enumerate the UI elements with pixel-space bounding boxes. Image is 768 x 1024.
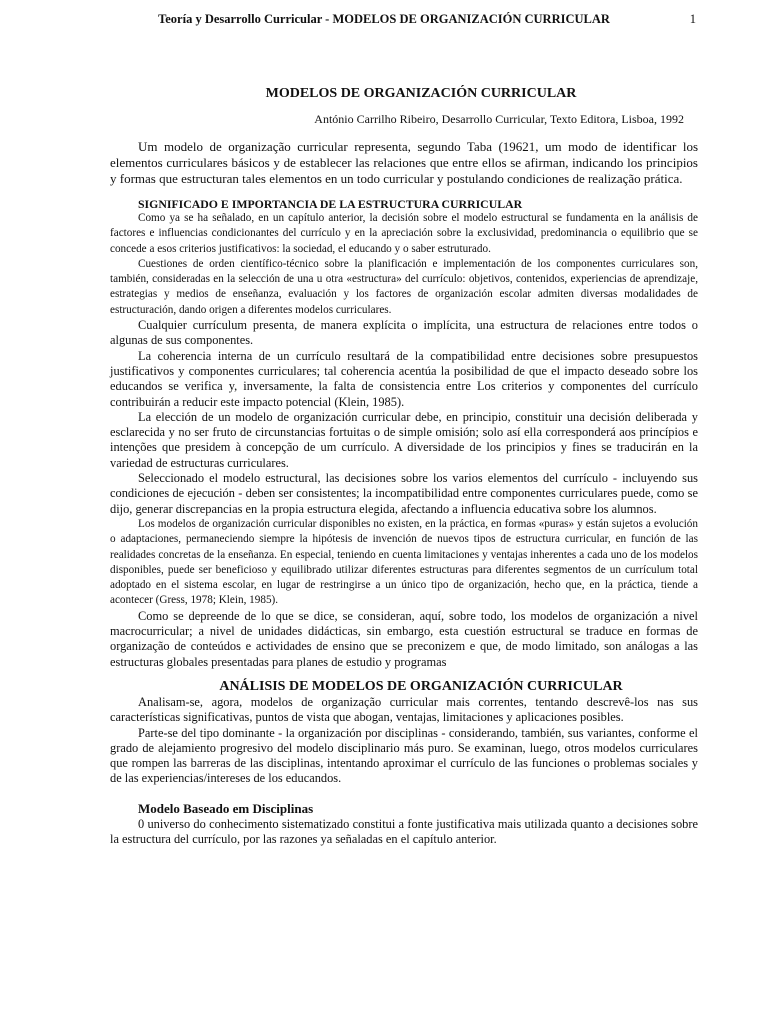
paragraph: Como se depreende de lo que se dice, se consideran, aquí, sobre todo, los modelos de organización a nivel macrocurricular; a nivel de unidades didácticas, sin embargo, esta cuestión estructural se traduce en formas de organização de conteúdos e actividades de ensino que se preconizem e que, de modo limitado, son análogas a las estructuras globales presentadas para planes de estudio y programas — [110, 608, 698, 669]
document-body — [110, 86, 698, 847]
page-number: 1 — [689, 12, 696, 26]
subsection-heading-disciplinas: Modelo Baseado em Disciplinas — [138, 800, 314, 816]
paragraph: Cualquier currículum presenta, de manera explícita o implícita, una estructura de relaciones entre todos o algunas de sus componentes. — [110, 318, 698, 348]
section-heading-significado: SIGNIFICADO E IMPORTANCIA DE LA ESTRUCTURA CURRICULAR — [138, 197, 523, 211]
paragraph: La coherencia interna de un currículo resultará de la compatibilidad entre decisiones sobre presupuestos justificativos y componentes curriculares; tal coherencia acentúa la posibilidad de que el impacto deseado sobre los educandos se verifica y, inversamente, la falta de consistencia entre Los criterios y componentes del currículo contribuirán a reducir este impacto potencial (Klein, 1985). — [110, 348, 698, 409]
intro-paragraph: Um modelo de organização curricular representa, segundo Taba (19621, um modo de identificar los elementos curriculares básicos y de establecer las relaciones que entre ellos se afirman, indicando los principios y formas que estructuran tales elementos en un todo curricular y postulando condiciones de realização prática. — [110, 139, 698, 186]
section-heading-analisis: ANÁLISIS DE MODELOS DE ORGANIZACIÓN CURRICULAR — [219, 678, 623, 694]
paragraph: Cuestiones de orden científico-técnico sobre la planificación e implementación de los componentes curriculares son, también, consideradas en la selección de una u otra «estructura» del currículo: objetivos, contenidos, experiencias de aprendizaje, estrategias y medios de enseñanza, evaluación y los factores de organización escolar admiten diversas modalidades de estructuración, dando origen a diferentes modelos curriculares. — [110, 257, 698, 316]
paragraph: La elección de un modelo de organización curricular debe, en principio, constituir una decisión deliberada y esclarecida y no ser fruto de circunstancias fortuitas o de simple omisión; solo así ella corresponderá aos princípios e intenções que presidem à concepção de um currículo. A diversidade de los principios y fines se traducirán en la variedad de estructuras curriculares. — [110, 409, 698, 470]
paragraph: Analisam-se, agora, modelos de organização curricular mais correntes, tentando descrevê-los nas sus características significativas, puntos de vista que abogan, ventajas, limitaciones y aplicaciones posibles. — [110, 694, 698, 725]
paragraph: Como ya se ha señalado, en un capítulo anterior, la decisión sobre el modelo estructural se fundamenta en la análisis de factores e influencias condicionantes del currículo y en la apreciación sobre la exclusividad, predominancia o equilibrio que se concede a esos criterios justificativos: la sociedad, el educando y o saber estruturado. — [110, 212, 698, 255]
document-title: MODELOS DE ORGANIZACIÓN CURRICULAR — [265, 86, 577, 101]
paragraph: 0 universo do conhecimento sistematizado constitui a fonte justificativa mais utilizada quanto a decisiones sobre la estructura del currículo, por las razones ya señaladas en el capítulo anterior. — [110, 816, 698, 846]
paragraph: Parte-se del tipo dominante - la organización por disciplinas - considerando, también, sus variantes, conforme el grado de alejamiento progresivo del modelo disciplinario más puro. Se examinan, luego, otros modelos curriculares que rompen las barreras de las disciplinas, intentando aproximar el currículo de las funciones o problemas sociales y de las experiencias/intereses de los educandos. — [110, 725, 698, 786]
paragraph: Los modelos de organización curricular disponibles no existen, en la práctica, en formas «puras» y están sujetos a evolución o adaptaciones, permaneciendo siempre la hipótesis de invención de nuevos tipos de estructura curricular, en función de las realidades concretas de la enseñanza. En especial, teniendo en cuenta limitaciones y ventajas inherentes a cada uno de los modelos disponibles, puede ser beneficioso y equilibrado utilizar diferentes estructuras para diferentes segmentos de un currículum total adoptado en el sistema escolar, en lugar de restringirse a un único tipo de organización, hecho que, en la práctica, tiende a acontecer (Gress, 1978; Klein, 1985). — [110, 517, 698, 607]
document-byline: António Carrilho Ribeiro, Desarrollo Curricular, Texto Editora, Lisboa, 1992 — [314, 112, 684, 126]
paragraph: Seleccionado el modelo estructural, las decisiones sobre los varios elementos del currículo - incluyendo sus condiciones de ejecución - deben ser consistentes; la incompatibilidad entre componentes curriculares puede, como se dijo, generar discrepancias en la propia estructura elegida, afectando a influencia educativa sobre los alumnos. — [110, 471, 698, 516]
running-title: Teoría y Desarrollo Curricular - MODELOS DE ORGANIZACIÓN CURRICULAR — [158, 12, 610, 26]
